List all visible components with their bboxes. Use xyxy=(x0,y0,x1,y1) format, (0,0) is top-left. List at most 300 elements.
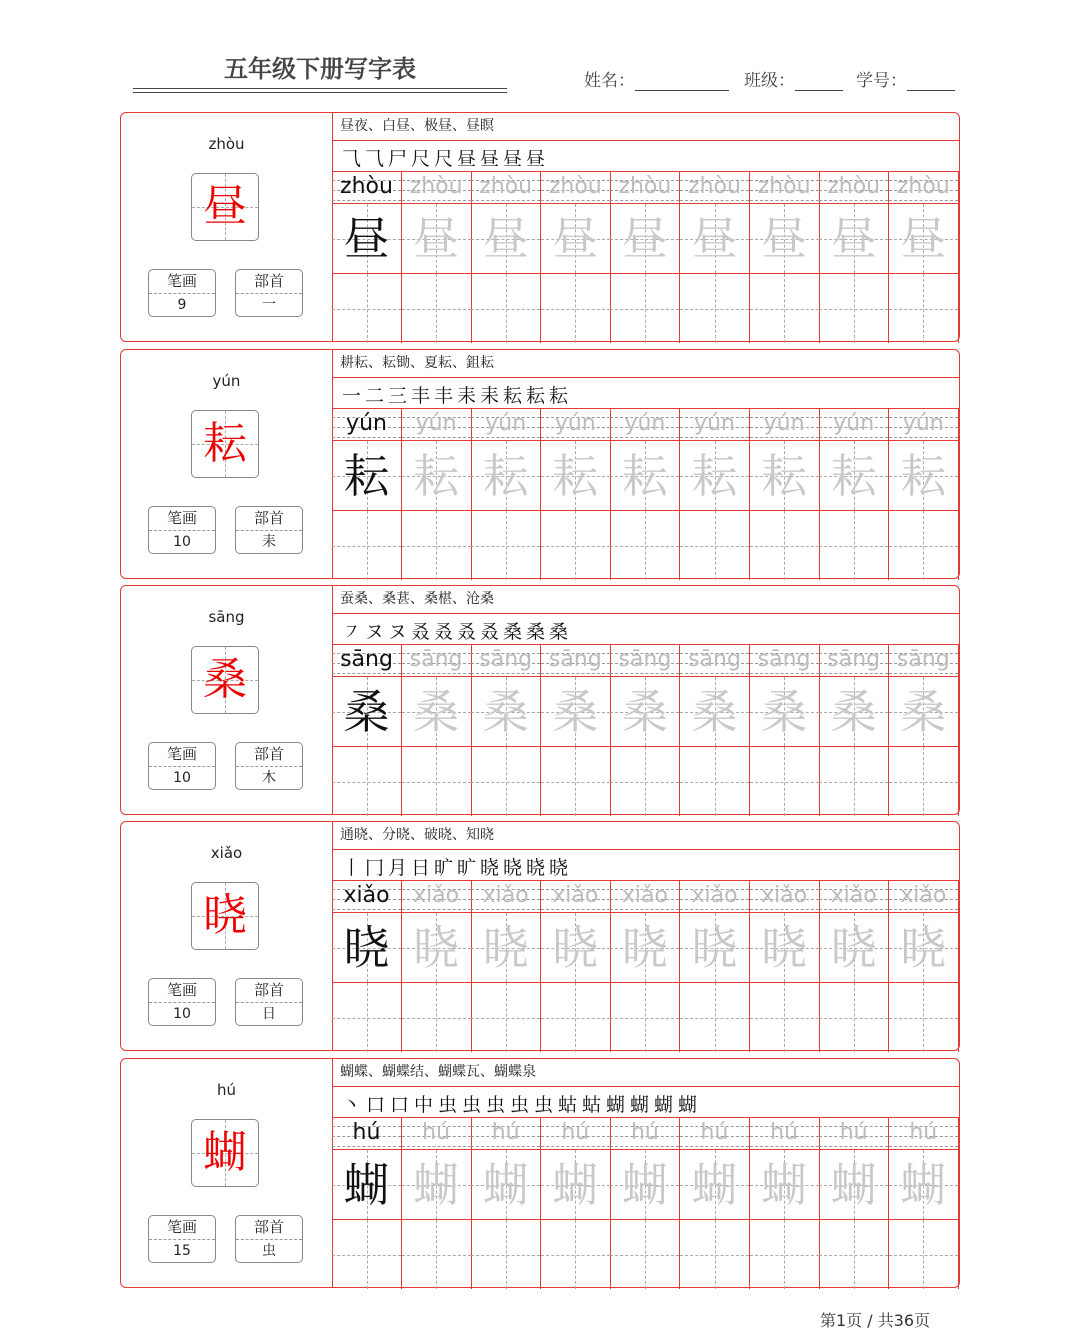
blank-practice-cell[interactable] xyxy=(819,1220,889,1289)
practice-panel xyxy=(332,1059,959,1287)
radical-label: 部首 xyxy=(236,507,302,531)
pinyin-trace-text: hú xyxy=(770,1120,799,1145)
character-trace-text: 桑 xyxy=(552,685,599,739)
character-trace-cell[interactable] xyxy=(332,913,402,983)
pinyin-trace-cell[interactable] xyxy=(402,409,472,441)
writing-grid xyxy=(332,1118,959,1288)
blank-practice-cell[interactable] xyxy=(819,274,889,343)
character-trace-text: 晓 xyxy=(900,921,947,975)
grid-guide-horizontal xyxy=(402,309,471,310)
class-label: 班级： xyxy=(744,71,795,91)
pinyin-trace-cell[interactable] xyxy=(750,1118,820,1150)
pinyin-trace-cell[interactable] xyxy=(889,645,959,677)
blank-practice-cell[interactable] xyxy=(680,983,750,1052)
pinyin-trace-cell[interactable] xyxy=(541,881,611,913)
grid-guide-horizontal xyxy=(610,546,679,547)
character-display: 桑 xyxy=(203,654,247,705)
blank-practice-cell[interactable] xyxy=(610,747,680,816)
character-trace-cell[interactable] xyxy=(680,204,750,274)
pinyin-trace-text: zhòu xyxy=(827,174,881,199)
pinyin-trace-cell[interactable] xyxy=(610,1118,680,1150)
stroke-order-step: 叒 xyxy=(411,621,431,643)
blank-practice-cell[interactable] xyxy=(819,983,889,1052)
stroke-count-label: 笔画 xyxy=(149,507,215,531)
character-card xyxy=(120,349,960,579)
pinyin-trace-cell[interactable] xyxy=(610,409,680,441)
character-trace-text: 耘 xyxy=(343,449,390,503)
character-trace-text: 昼 xyxy=(413,212,460,266)
radical-box xyxy=(235,1215,303,1263)
pinyin-trace-cell[interactable] xyxy=(750,172,820,204)
stroke-count-label: 笔画 xyxy=(149,1216,215,1240)
stroke-count-label: 笔画 xyxy=(149,270,215,294)
character-card xyxy=(120,1058,960,1288)
character-trace-text: 蝴 xyxy=(621,1158,668,1212)
pinyin-trace-text: sāng xyxy=(479,647,533,672)
grid-guide-horizontal xyxy=(332,546,401,547)
pinyin-trace-text: zhòu xyxy=(618,174,672,199)
blank-practice-cell[interactable] xyxy=(471,983,541,1052)
pinyin-trace-cell[interactable] xyxy=(889,881,959,913)
character-trace-text: 蝴 xyxy=(691,1158,738,1212)
character-trace-text: 耘 xyxy=(900,449,947,503)
pinyin-trace-text: sāng xyxy=(688,647,741,672)
blank-practice-cell[interactable] xyxy=(471,1220,541,1289)
grid-guide-horizontal xyxy=(471,1018,540,1019)
character-trace-cell[interactable] xyxy=(819,1150,889,1220)
pinyin-trace-cell[interactable] xyxy=(680,1118,750,1150)
stroke-order-step: 中 xyxy=(414,1094,434,1116)
pinyin-trace-text: xiǎo xyxy=(482,883,529,908)
blank-practice-cell[interactable] xyxy=(332,274,402,343)
grid-guide-horizontal xyxy=(541,1255,610,1256)
blank-practice-cell[interactable] xyxy=(889,983,959,1052)
pinyin-trace-text: xiǎo xyxy=(761,883,808,908)
character-trace-cell[interactable] xyxy=(610,1150,680,1220)
writing-grid xyxy=(332,881,959,1051)
stroke-count-box xyxy=(148,742,216,790)
character-trace-cell[interactable] xyxy=(402,913,472,983)
character-trace-cell[interactable] xyxy=(541,441,611,511)
character-trace-cell[interactable] xyxy=(541,204,611,274)
blank-practice-cell[interactable] xyxy=(889,1220,959,1289)
stroke-order-step: 昼 xyxy=(503,148,523,170)
blank-practice-cell[interactable] xyxy=(610,983,680,1052)
character-trace-cell[interactable] xyxy=(889,1150,959,1220)
blank-practice-cell[interactable] xyxy=(610,1220,680,1289)
practice-panel xyxy=(332,350,959,578)
character-trace-text: 耘 xyxy=(830,449,877,503)
character-trace-cell[interactable] xyxy=(680,677,750,747)
stroke-order-row xyxy=(332,614,959,645)
character-display: 晓 xyxy=(203,890,247,941)
character-trace-text: 晓 xyxy=(830,921,877,975)
stroke-count-value: 10 xyxy=(173,534,191,550)
character-trace-cell[interactable] xyxy=(610,441,680,511)
blank-practice-cell[interactable] xyxy=(541,511,611,580)
character-trace-cell[interactable] xyxy=(819,677,889,747)
character-trace-cell[interactable] xyxy=(610,204,680,274)
name-blank[interactable] xyxy=(635,68,729,91)
grid-guide-horizontal xyxy=(819,1018,888,1019)
pinyin-trace-cell[interactable] xyxy=(541,1118,611,1150)
stroke-order-step: 耒 xyxy=(480,385,500,407)
id-field[interactable] xyxy=(856,66,955,91)
blank-practice-cell[interactable] xyxy=(680,1220,750,1289)
pinyin-trace-text: zhòu xyxy=(548,174,602,199)
blank-practice-cell[interactable] xyxy=(471,274,541,343)
blank-practice-cell[interactable] xyxy=(889,274,959,343)
character-trace-cell[interactable] xyxy=(471,204,541,274)
pinyin-trace-cell[interactable] xyxy=(471,172,541,204)
blank-practice-cell[interactable] xyxy=(541,1220,611,1289)
character-info-panel xyxy=(121,350,333,578)
character-display: 蝴 xyxy=(203,1127,247,1178)
pinyin-trace-text: xiǎo xyxy=(413,883,460,908)
character-trace-cell[interactable] xyxy=(750,204,820,274)
character-trace-text: 昼 xyxy=(482,212,529,266)
name-label: 姓名： xyxy=(584,71,635,91)
pinyin-trace-cell[interactable] xyxy=(471,409,541,441)
pinyin-trace-text: yún xyxy=(763,411,805,436)
pinyin-trace-cell[interactable] xyxy=(819,172,889,204)
stroke-order-step: ㇇ xyxy=(342,621,362,643)
pinyin-trace-text: hú xyxy=(630,1120,659,1145)
pinyin-trace-cell[interactable] xyxy=(819,1118,889,1150)
character-trace-text: 昼 xyxy=(552,212,599,266)
pinyin-trace-cell[interactable] xyxy=(541,172,611,204)
character-trace-text: 晓 xyxy=(552,921,599,975)
character-trace-cell[interactable] xyxy=(750,913,820,983)
stroke-order-step: 晓 xyxy=(503,857,523,879)
character-card xyxy=(120,585,960,815)
character-trace-cell[interactable] xyxy=(402,1150,472,1220)
character-trace-cell[interactable] xyxy=(889,677,959,747)
character-trace-cell[interactable] xyxy=(889,204,959,274)
character-trace-cell[interactable] xyxy=(680,913,750,983)
stroke-order-row xyxy=(332,1087,959,1118)
stroke-order-step: 虫 xyxy=(486,1094,506,1116)
character-trace-cell[interactable] xyxy=(750,677,820,747)
stroke-order-row xyxy=(332,850,959,881)
blank-practice-cell[interactable] xyxy=(541,747,611,816)
pinyin-trace-cell[interactable] xyxy=(750,881,820,913)
stroke-order-step: 丶 xyxy=(342,1094,362,1116)
stroke-order-step: 耘 xyxy=(503,385,523,407)
stroke-order-step: ⺄ xyxy=(365,148,385,170)
character-info-panel xyxy=(121,113,333,341)
class-blank[interactable] xyxy=(795,68,843,91)
pinyin-trace-text: yún xyxy=(485,411,527,436)
blank-practice-cell[interactable] xyxy=(402,1220,472,1289)
character-info-panel xyxy=(121,586,333,814)
character-trace-cell[interactable] xyxy=(889,441,959,511)
stroke-order-step: 叒 xyxy=(434,621,454,643)
pinyin-trace-cell[interactable] xyxy=(471,645,541,677)
character-trace-text: 蝴 xyxy=(830,1158,877,1212)
character-box xyxy=(191,646,259,714)
character-trace-text: 桑 xyxy=(830,685,877,739)
pinyin-trace-cell[interactable] xyxy=(680,881,750,913)
character-trace-cell[interactable] xyxy=(541,913,611,983)
grid-guide-horizontal xyxy=(680,782,749,783)
character-trace-text: 蝴 xyxy=(552,1158,599,1212)
grid-guide-horizontal xyxy=(471,782,540,783)
character-trace-cell[interactable] xyxy=(332,1150,402,1220)
stroke-count-box xyxy=(148,1215,216,1263)
character-trace-cell[interactable] xyxy=(471,441,541,511)
blank-practice-cell[interactable] xyxy=(819,747,889,816)
grid-guide-horizontal xyxy=(402,1018,471,1019)
pinyin-trace-text: yún xyxy=(415,411,457,436)
radical-value: 耒 xyxy=(262,534,276,550)
blank-practice-cell[interactable] xyxy=(680,274,750,343)
character-trace-cell[interactable] xyxy=(402,441,472,511)
pinyin-trace-cell[interactable] xyxy=(471,881,541,913)
blank-practice-cell[interactable] xyxy=(332,1220,402,1289)
pinyin-trace-text: sāng xyxy=(896,647,950,672)
stroke-order-step: 蛄 xyxy=(558,1094,578,1116)
example-words: 昼夜、白昼、极昼、昼瞑 xyxy=(332,113,959,141)
pinyin-trace-text: yún xyxy=(554,411,596,436)
blank-practice-cell[interactable] xyxy=(541,983,611,1052)
stroke-count-box xyxy=(148,506,216,554)
character-trace-cell[interactable] xyxy=(471,913,541,983)
pinyin-trace-cell[interactable] xyxy=(889,409,959,441)
character-trace-text: 桑 xyxy=(691,685,738,739)
character-trace-text: 昼 xyxy=(900,212,947,266)
pinyin-trace-cell[interactable] xyxy=(610,645,680,677)
pinyin-trace-cell[interactable] xyxy=(819,645,889,677)
blank-practice-cell[interactable] xyxy=(819,511,889,580)
pinyin-trace-text: xiǎo xyxy=(900,883,947,908)
blank-practice-cell[interactable] xyxy=(680,747,750,816)
grid-guide-horizontal xyxy=(750,782,819,783)
stroke-order-step: 口 xyxy=(390,1094,410,1116)
pinyin-trace-cell[interactable] xyxy=(471,1118,541,1150)
radical-box xyxy=(235,742,303,790)
grid-guide-horizontal xyxy=(541,782,610,783)
character-trace-cell[interactable] xyxy=(750,441,820,511)
character-trace-cell[interactable] xyxy=(471,677,541,747)
character-trace-text: 耘 xyxy=(413,449,460,503)
pinyin-trace-cell[interactable] xyxy=(889,172,959,204)
example-words: 通晓、分晓、破晓、知晓 xyxy=(332,822,959,850)
character-info-panel xyxy=(121,1059,333,1287)
page-title: 五年级下册写字表 xyxy=(224,55,416,83)
radical-value: 日 xyxy=(262,1006,276,1022)
character-trace-cell[interactable] xyxy=(819,441,889,511)
blank-practice-cell[interactable] xyxy=(750,511,820,580)
stroke-order-row xyxy=(332,141,959,172)
character-trace-cell[interactable] xyxy=(332,441,402,511)
character-trace-cell[interactable] xyxy=(610,677,680,747)
stroke-count-label: 笔画 xyxy=(149,743,215,767)
character-trace-cell[interactable] xyxy=(332,677,402,747)
grid-guide-horizontal xyxy=(610,309,679,310)
blank-practice-cell[interactable] xyxy=(750,1220,820,1289)
pinyin-trace-text: hú xyxy=(422,1120,451,1145)
pinyin-trace-text: zhòu xyxy=(688,174,741,199)
character-trace-text: 蝴 xyxy=(482,1158,529,1212)
stroke-order-step: 蝴 xyxy=(630,1094,650,1116)
id-blank[interactable] xyxy=(907,68,955,91)
pinyin-trace-text: hú xyxy=(700,1120,729,1145)
stroke-order-step: 桑 xyxy=(549,621,569,643)
pinyin-trace-cell[interactable] xyxy=(750,645,820,677)
stroke-order-step: 尺 xyxy=(411,148,431,170)
character-trace-cell[interactable] xyxy=(471,1150,541,1220)
character-trace-text: 晓 xyxy=(413,921,460,975)
stroke-order-step: 桑 xyxy=(503,621,523,643)
pinyin-trace-cell[interactable] xyxy=(402,881,472,913)
pinyin-trace-cell[interactable] xyxy=(332,881,402,913)
writing-grid xyxy=(332,172,959,342)
blank-practice-cell[interactable] xyxy=(402,983,472,1052)
pinyin-trace-cell[interactable] xyxy=(332,409,402,441)
pinyin-trace-text: hú xyxy=(839,1120,868,1145)
stroke-count-box xyxy=(148,269,216,317)
blank-practice-cell[interactable] xyxy=(889,511,959,580)
pinyin-trace-text: yún xyxy=(694,411,735,436)
stroke-order-step: 蝴 xyxy=(606,1094,626,1116)
pinyin-trace-cell[interactable] xyxy=(541,409,611,441)
blank-practice-cell[interactable] xyxy=(610,274,680,343)
pinyin-trace-cell[interactable] xyxy=(819,409,889,441)
blank-practice-cell[interactable] xyxy=(610,511,680,580)
stroke-order-step: 耒 xyxy=(457,385,477,407)
pinyin-trace-cell[interactable] xyxy=(680,409,750,441)
stroke-order-step: 晓 xyxy=(526,857,546,879)
character-trace-text: 桑 xyxy=(343,685,390,739)
stroke-order-step: 昼 xyxy=(480,148,500,170)
pinyin-trace-cell[interactable] xyxy=(680,172,750,204)
stroke-order-step: 昼 xyxy=(457,148,477,170)
stroke-order-step: 耘 xyxy=(549,385,569,407)
pinyin-trace-cell[interactable] xyxy=(819,881,889,913)
pinyin-trace-text: xiǎo xyxy=(621,883,668,908)
blank-practice-cell[interactable] xyxy=(402,747,472,816)
character-card xyxy=(120,821,960,1051)
pinyin-trace-cell[interactable] xyxy=(680,645,750,677)
grid-guide-horizontal xyxy=(541,1018,610,1019)
pinyin-trace-cell[interactable] xyxy=(332,172,402,204)
radical-box xyxy=(235,269,303,317)
grid-guide-horizontal xyxy=(889,782,958,783)
class-field[interactable] xyxy=(744,66,843,91)
pinyin-trace-cell[interactable] xyxy=(402,1118,472,1150)
blank-practice-cell[interactable] xyxy=(889,747,959,816)
pinyin-trace-cell[interactable] xyxy=(402,172,472,204)
practice-panel xyxy=(332,822,959,1050)
blank-practice-cell[interactable] xyxy=(332,747,402,816)
character-trace-cell[interactable] xyxy=(402,204,472,274)
stroke-order-step: 昼 xyxy=(526,148,546,170)
character-trace-text: 昼 xyxy=(621,212,668,266)
pinyin-trace-cell[interactable] xyxy=(610,881,680,913)
stroke-count-value: 10 xyxy=(173,770,191,786)
character-trace-cell[interactable] xyxy=(610,913,680,983)
stroke-order-row xyxy=(332,378,959,409)
stroke-count-box xyxy=(148,978,216,1026)
pinyin-trace-cell[interactable] xyxy=(332,1118,402,1150)
pinyin-trace-cell[interactable] xyxy=(402,645,472,677)
character-trace-cell[interactable] xyxy=(889,913,959,983)
character-trace-cell[interactable] xyxy=(541,1150,611,1220)
blank-practice-cell[interactable] xyxy=(332,983,402,1052)
blank-practice-cell[interactable] xyxy=(541,274,611,343)
writing-grid xyxy=(332,645,959,815)
pinyin-trace-text: hú xyxy=(491,1120,520,1145)
character-trace-cell[interactable] xyxy=(750,1150,820,1220)
character-trace-cell[interactable] xyxy=(402,677,472,747)
grid-guide-horizontal xyxy=(471,546,540,547)
pinyin-trace-text: hú xyxy=(561,1120,590,1145)
grid-guide-horizontal xyxy=(819,546,888,547)
pinyin-trace-text: sāng xyxy=(409,647,463,672)
blank-practice-cell[interactable] xyxy=(332,511,402,580)
blank-practice-cell[interactable] xyxy=(471,747,541,816)
blank-practice-cell[interactable] xyxy=(750,274,820,343)
grid-guide-horizontal xyxy=(541,309,610,310)
character-trace-cell[interactable] xyxy=(819,913,889,983)
pinyin-trace-text: sāng xyxy=(340,647,393,672)
character-box xyxy=(191,173,259,241)
character-trace-cell[interactable] xyxy=(819,204,889,274)
stroke-order-step: 尸 xyxy=(388,148,408,170)
blank-practice-cell[interactable] xyxy=(750,983,820,1052)
pinyin-trace-cell[interactable] xyxy=(750,409,820,441)
character-trace-cell[interactable] xyxy=(541,677,611,747)
character-trace-cell[interactable] xyxy=(680,441,750,511)
blank-practice-cell[interactable] xyxy=(402,274,472,343)
radical-label: 部首 xyxy=(236,979,302,1003)
pinyin-trace-text: xiǎo xyxy=(343,883,390,908)
grid-guide-horizontal xyxy=(819,782,888,783)
stroke-order-step: 丰 xyxy=(411,385,431,407)
character-trace-cell[interactable] xyxy=(332,204,402,274)
blank-practice-cell[interactable] xyxy=(402,511,472,580)
name-field[interactable] xyxy=(584,66,729,91)
pinyin-trace-cell[interactable] xyxy=(610,172,680,204)
character-trace-text: 蝴 xyxy=(343,1158,390,1212)
radical-label: 部首 xyxy=(236,270,302,294)
pinyin-trace-cell[interactable] xyxy=(332,645,402,677)
blank-practice-cell[interactable] xyxy=(471,511,541,580)
blank-practice-cell[interactable] xyxy=(750,747,820,816)
grid-guide-horizontal xyxy=(610,782,679,783)
radical-box xyxy=(235,978,303,1026)
character-trace-text: 桑 xyxy=(761,685,808,739)
title-block xyxy=(133,52,507,92)
blank-practice-cell[interactable] xyxy=(680,511,750,580)
pinyin-trace-cell[interactable] xyxy=(541,645,611,677)
grid-guide-horizontal xyxy=(332,782,401,783)
character-trace-text: 桑 xyxy=(900,685,947,739)
character-trace-text: 桑 xyxy=(482,685,529,739)
pinyin-trace-cell[interactable] xyxy=(889,1118,959,1150)
stroke-order-step: 尺 xyxy=(434,148,454,170)
radical-label: 部首 xyxy=(236,1216,302,1240)
character-trace-cell[interactable] xyxy=(680,1150,750,1220)
stroke-order-step: 丰 xyxy=(434,385,454,407)
stroke-order-step: 口 xyxy=(366,1094,386,1116)
character-trace-text: 耘 xyxy=(761,449,808,503)
grid-guide-horizontal xyxy=(471,309,540,310)
pinyin-trace-text: yún xyxy=(902,411,944,436)
pinyin-trace-text: zhòu xyxy=(479,174,533,199)
stroke-order-step: 蛄 xyxy=(582,1094,602,1116)
